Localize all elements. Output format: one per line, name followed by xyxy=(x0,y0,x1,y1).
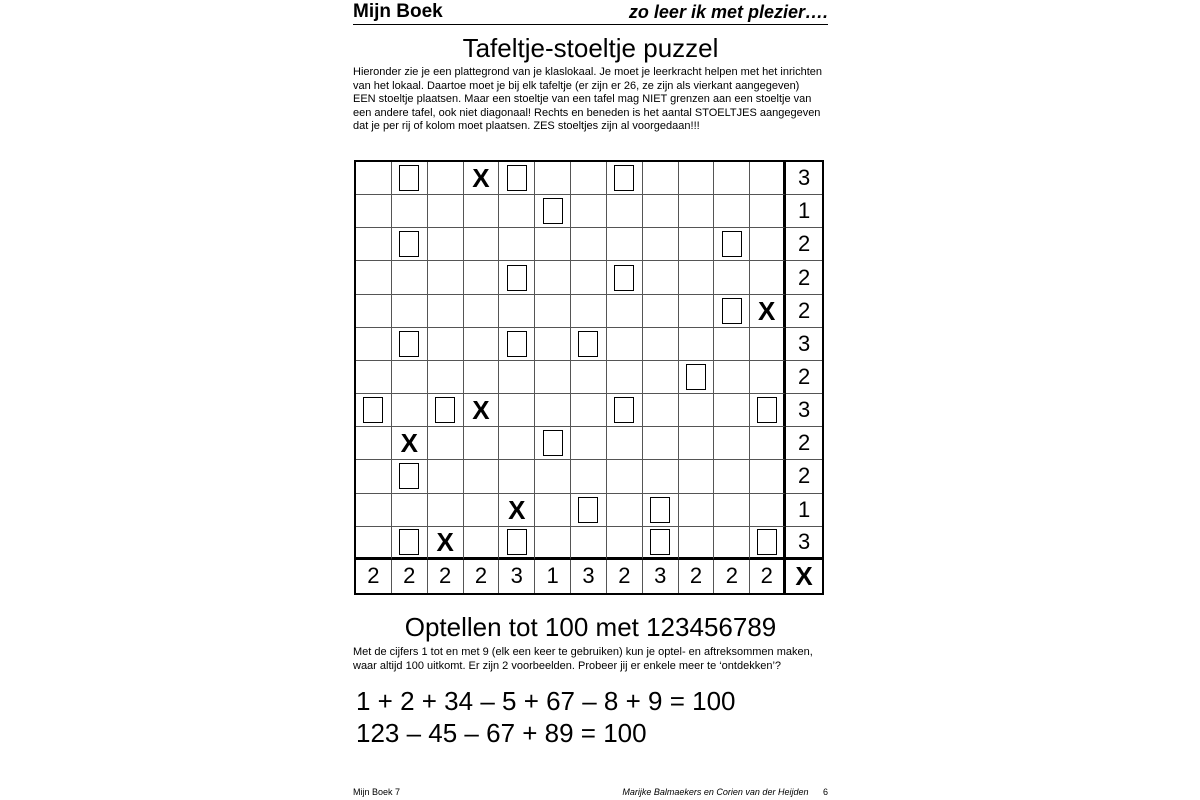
column-count-value: 2 xyxy=(403,563,416,589)
grid-cell xyxy=(571,162,607,195)
column-count xyxy=(643,560,679,593)
chair-mark: X xyxy=(436,526,454,557)
grid-cell xyxy=(750,527,786,560)
grid-cell xyxy=(750,295,786,328)
grid-cell xyxy=(607,527,643,560)
table-square-icon xyxy=(543,198,563,224)
grid-cell xyxy=(464,460,500,493)
grid-cell xyxy=(464,228,500,261)
grid-cell xyxy=(499,527,535,560)
row-count xyxy=(786,295,822,328)
column-count-value: 2 xyxy=(474,563,488,589)
grid-cell xyxy=(643,195,679,228)
column-count xyxy=(607,560,643,593)
section-title-optellen: Optellen tot 100 met 123456789 xyxy=(404,612,777,642)
grid-cell xyxy=(679,361,715,394)
grid-cell xyxy=(643,460,679,493)
column-count xyxy=(392,560,428,593)
column-count xyxy=(356,560,392,593)
grid-cell xyxy=(392,527,428,560)
table-square-icon xyxy=(578,497,598,523)
grid-cell xyxy=(428,394,464,427)
chair-mark: X xyxy=(400,428,418,459)
grid-cell xyxy=(499,195,535,228)
column-count-value: 2 xyxy=(725,563,738,589)
grid-cell xyxy=(356,228,392,261)
table-square-icon xyxy=(543,430,563,456)
row-count-value: 1 xyxy=(797,496,811,522)
grid-cell xyxy=(607,162,643,195)
column-count xyxy=(679,560,715,593)
grid-cell xyxy=(571,460,607,493)
grid-cell xyxy=(535,527,571,560)
grid-cell xyxy=(535,261,571,294)
grid-cell xyxy=(571,195,607,228)
row-count-value: 2 xyxy=(797,264,811,290)
grid-cell xyxy=(607,261,643,294)
grid-cell xyxy=(714,295,750,328)
grid-cell xyxy=(750,228,786,261)
column-count-value: 1 xyxy=(546,563,559,589)
grid-cell xyxy=(499,261,535,294)
grid-cell xyxy=(428,460,464,493)
column-count xyxy=(750,560,786,593)
grid-cell xyxy=(356,394,392,427)
table-square-icon xyxy=(399,463,419,489)
column-count-value: 3 xyxy=(654,563,667,589)
grid-cell xyxy=(356,527,392,560)
row-count xyxy=(786,162,822,195)
header-slogan: zo leer ik met plezier…. xyxy=(628,2,828,22)
grid-cell xyxy=(428,361,464,394)
grid-cell xyxy=(499,427,535,460)
grid-cell xyxy=(750,328,786,361)
grid-cell xyxy=(607,361,643,394)
grid-cell xyxy=(679,328,715,361)
grid-cell xyxy=(679,494,715,527)
grid-cell xyxy=(571,228,607,261)
grid-cell xyxy=(571,527,607,560)
grid-cell xyxy=(428,328,464,361)
column-count xyxy=(428,560,464,593)
grid-cell xyxy=(643,427,679,460)
column-count-value: 2 xyxy=(689,563,703,589)
grid-cell xyxy=(499,460,535,493)
grid-cell xyxy=(571,427,607,460)
grid-cell xyxy=(643,162,679,195)
row-count-value: 2 xyxy=(797,231,811,257)
grid-cell xyxy=(535,295,571,328)
grid-cell xyxy=(571,494,607,527)
table-square-icon xyxy=(399,165,419,191)
example-equation-1: 1 + 2 + 34 – 5 + 67 – 8 + 9 = 100 xyxy=(356,686,736,716)
table-square-icon xyxy=(757,397,777,423)
grid-cell xyxy=(679,427,715,460)
row-count xyxy=(786,228,822,261)
grid-cell xyxy=(714,195,750,228)
grid-cell xyxy=(392,261,428,294)
table-square-icon xyxy=(614,265,634,291)
grid-cell xyxy=(679,228,715,261)
grid-cell xyxy=(643,494,679,527)
table-square-icon xyxy=(507,331,527,357)
grid-cell xyxy=(392,427,428,460)
row-count xyxy=(786,494,822,527)
grid-cell xyxy=(464,427,500,460)
grid-cell xyxy=(750,394,786,427)
grid-cell xyxy=(607,394,643,427)
grid-cell xyxy=(392,460,428,493)
row-count-value: 2 xyxy=(797,297,811,323)
grid-cell xyxy=(356,460,392,493)
grid-cell xyxy=(464,494,500,527)
column-count-value: 3 xyxy=(582,563,595,589)
footer-authors: Marijke Balmaekers en Corien van der Heijden xyxy=(622,787,809,797)
table-square-icon xyxy=(507,529,527,555)
row-count-value: 1 xyxy=(797,198,811,224)
grid-cell xyxy=(428,162,464,195)
grid-cell xyxy=(607,295,643,328)
grid-cell xyxy=(428,427,464,460)
grid-cell xyxy=(535,460,571,493)
grid-cell xyxy=(714,261,750,294)
grid-cell xyxy=(607,228,643,261)
grid-cell xyxy=(643,328,679,361)
grid-cell xyxy=(571,361,607,394)
row-count xyxy=(786,195,822,228)
chair-mark: X xyxy=(758,295,776,326)
grid-cell xyxy=(714,394,750,427)
row-count-value: 2 xyxy=(797,363,811,389)
grid-cell xyxy=(679,527,715,560)
table-square-icon xyxy=(757,529,777,555)
grid-cell xyxy=(464,195,500,228)
table-square-icon xyxy=(507,165,527,191)
grid-cell xyxy=(428,195,464,228)
grid-cell xyxy=(499,228,535,261)
grid-cell xyxy=(464,261,500,294)
table-square-icon xyxy=(363,397,383,423)
grid-cell xyxy=(499,494,535,527)
grid-cell xyxy=(714,460,750,493)
grid-cell xyxy=(428,228,464,261)
row-count-value: 3 xyxy=(797,330,811,356)
grid-cell xyxy=(499,394,535,427)
grid-cell xyxy=(714,328,750,361)
header-book-title: Mijn Boek xyxy=(353,1,443,22)
document-page xyxy=(353,0,828,800)
grid-cell xyxy=(643,394,679,427)
grid-cell xyxy=(356,261,392,294)
column-count-value: 2 xyxy=(367,563,380,589)
grid-cell xyxy=(356,295,392,328)
grid-cell xyxy=(356,162,392,195)
column-count xyxy=(464,560,500,593)
grid-cell xyxy=(392,295,428,328)
grid-cell xyxy=(607,328,643,361)
column-count xyxy=(571,560,607,593)
grid-cell xyxy=(679,261,715,294)
grid-cell xyxy=(535,427,571,460)
grid-cell xyxy=(535,494,571,527)
table-square-icon xyxy=(686,364,706,390)
grid-cell xyxy=(464,295,500,328)
grid-cell xyxy=(356,361,392,394)
grid-cell xyxy=(392,195,428,228)
grid-cell xyxy=(571,394,607,427)
grid-cell xyxy=(750,361,786,394)
grid-cell xyxy=(714,228,750,261)
grid-cell xyxy=(679,162,715,195)
page-number: 6 xyxy=(822,787,828,797)
table-square-icon xyxy=(722,231,742,257)
puzzle-instructions: Hieronder zie je een plattegrond van je klaslokaal. Je moet je leerkracht helpen met het inrichten van het lokaal. Daartoe moet je bij elk tafeltje (er zijn er 26, ze zijn als vierkant aangegeven) EEN stoeltje plaatsen. Maar een stoeltje van een tafel mag NIET grenzen aan een stoeltje van een andere tafel, ook niet diagonaal! Rechts en beneden is het aantal STOELTJES aangegeven dat je per rij of kolom moet plaatsen. ZES stoeltjes zijn al voorgedaan!!! xyxy=(353,66,822,132)
grid-cell xyxy=(356,494,392,527)
grid-cell xyxy=(714,361,750,394)
grid-cell xyxy=(356,328,392,361)
grid-cell xyxy=(392,328,428,361)
grid-cell xyxy=(428,527,464,560)
table-square-icon xyxy=(399,331,419,357)
grid-cell xyxy=(750,494,786,527)
row-count-value: 3 xyxy=(797,528,811,554)
grid-cell xyxy=(535,328,571,361)
grid-cell xyxy=(535,361,571,394)
grid-cell xyxy=(750,195,786,228)
grid-cell xyxy=(571,261,607,294)
grid-cell xyxy=(679,195,715,228)
grid-cell xyxy=(392,494,428,527)
column-count-value: 2 xyxy=(438,563,452,589)
grid-cell xyxy=(607,460,643,493)
grid-cell xyxy=(392,162,428,195)
header-divider xyxy=(353,24,828,25)
row-count xyxy=(786,394,822,427)
grid-cell xyxy=(464,162,500,195)
grid-cell xyxy=(499,295,535,328)
grid-cell xyxy=(356,195,392,228)
grid-cell xyxy=(714,494,750,527)
grid-cell xyxy=(750,261,786,294)
column-count-value: 2 xyxy=(760,563,773,589)
row-count xyxy=(786,361,822,394)
grid-cell xyxy=(643,295,679,328)
grid-cell xyxy=(499,361,535,394)
grid-cell xyxy=(607,494,643,527)
column-count xyxy=(714,560,750,593)
grid-cell xyxy=(535,394,571,427)
grid-cell xyxy=(392,394,428,427)
table-square-icon xyxy=(650,529,670,555)
row-count xyxy=(786,261,822,294)
grid-cell xyxy=(714,162,750,195)
section-text-optellen: Met de cijfers 1 tot en met 9 (elk een keer te gebruiken) kun je optel- en aftreksommen maken, waar altijd 100 uitkomt. Er zijn 2 voorbeelden. Probeer jij er enkele meer te ‘ontdekken’? xyxy=(353,646,813,672)
column-count-value: 3 xyxy=(510,563,523,589)
chair-mark: X xyxy=(472,395,490,426)
grid-cell xyxy=(643,527,679,560)
grid-cell xyxy=(750,162,786,195)
row-count xyxy=(786,460,822,493)
grid-cell xyxy=(643,361,679,394)
grid-cell xyxy=(464,394,500,427)
table-square-icon xyxy=(578,331,598,357)
row-count xyxy=(786,527,822,560)
grid-cell xyxy=(607,427,643,460)
grid-cell xyxy=(679,295,715,328)
grid-cell xyxy=(428,295,464,328)
grid-cell xyxy=(679,394,715,427)
grid-cell xyxy=(464,361,500,394)
row-count-value: 2 xyxy=(797,463,811,489)
chair-mark: X xyxy=(508,494,526,525)
grid-cell xyxy=(643,261,679,294)
grid-cell xyxy=(607,195,643,228)
grid-cell xyxy=(499,328,535,361)
grid-cell xyxy=(464,527,500,560)
grid-cell xyxy=(535,162,571,195)
table-square-icon xyxy=(722,298,742,324)
grid-cell xyxy=(571,295,607,328)
example-equation-2: 123 – 45 – 67 + 89 = 100 xyxy=(356,718,647,748)
row-count xyxy=(786,328,822,361)
grid-cell xyxy=(750,427,786,460)
row-count-value: 2 xyxy=(797,430,811,456)
table-square-icon xyxy=(399,529,419,555)
table-square-icon xyxy=(650,497,670,523)
row-count xyxy=(786,427,822,460)
grid-cell xyxy=(643,228,679,261)
grid-cell xyxy=(428,261,464,294)
footer-right xyxy=(622,787,828,797)
grid-cell xyxy=(392,228,428,261)
column-count xyxy=(499,560,535,593)
grid-cell xyxy=(535,195,571,228)
grid-cell xyxy=(571,328,607,361)
table-square-icon xyxy=(614,165,634,191)
grid-cell xyxy=(679,460,715,493)
corner-cell xyxy=(786,560,822,593)
table-square-icon xyxy=(399,231,419,257)
grid-cell xyxy=(750,460,786,493)
footer-book: Mijn Boek 7 xyxy=(353,787,401,797)
puzzle-grid xyxy=(354,160,824,595)
grid-cell xyxy=(535,228,571,261)
grid-cell xyxy=(392,361,428,394)
grid-cell xyxy=(428,494,464,527)
grid-cell xyxy=(464,328,500,361)
column-count-value: 2 xyxy=(618,563,631,589)
table-square-icon xyxy=(435,397,455,423)
row-count-value: 3 xyxy=(797,397,811,423)
grid-cell xyxy=(714,527,750,560)
grid-cell xyxy=(714,427,750,460)
corner-mark: X xyxy=(795,561,813,592)
puzzle-title: Tafeltje-stoeltje puzzel xyxy=(462,33,719,63)
chair-mark: X xyxy=(472,163,490,194)
table-square-icon xyxy=(507,265,527,291)
row-count-value: 3 xyxy=(797,165,811,191)
grid-cell xyxy=(499,162,535,195)
grid-cell xyxy=(356,427,392,460)
table-square-icon xyxy=(614,397,634,423)
column-count xyxy=(535,560,571,593)
